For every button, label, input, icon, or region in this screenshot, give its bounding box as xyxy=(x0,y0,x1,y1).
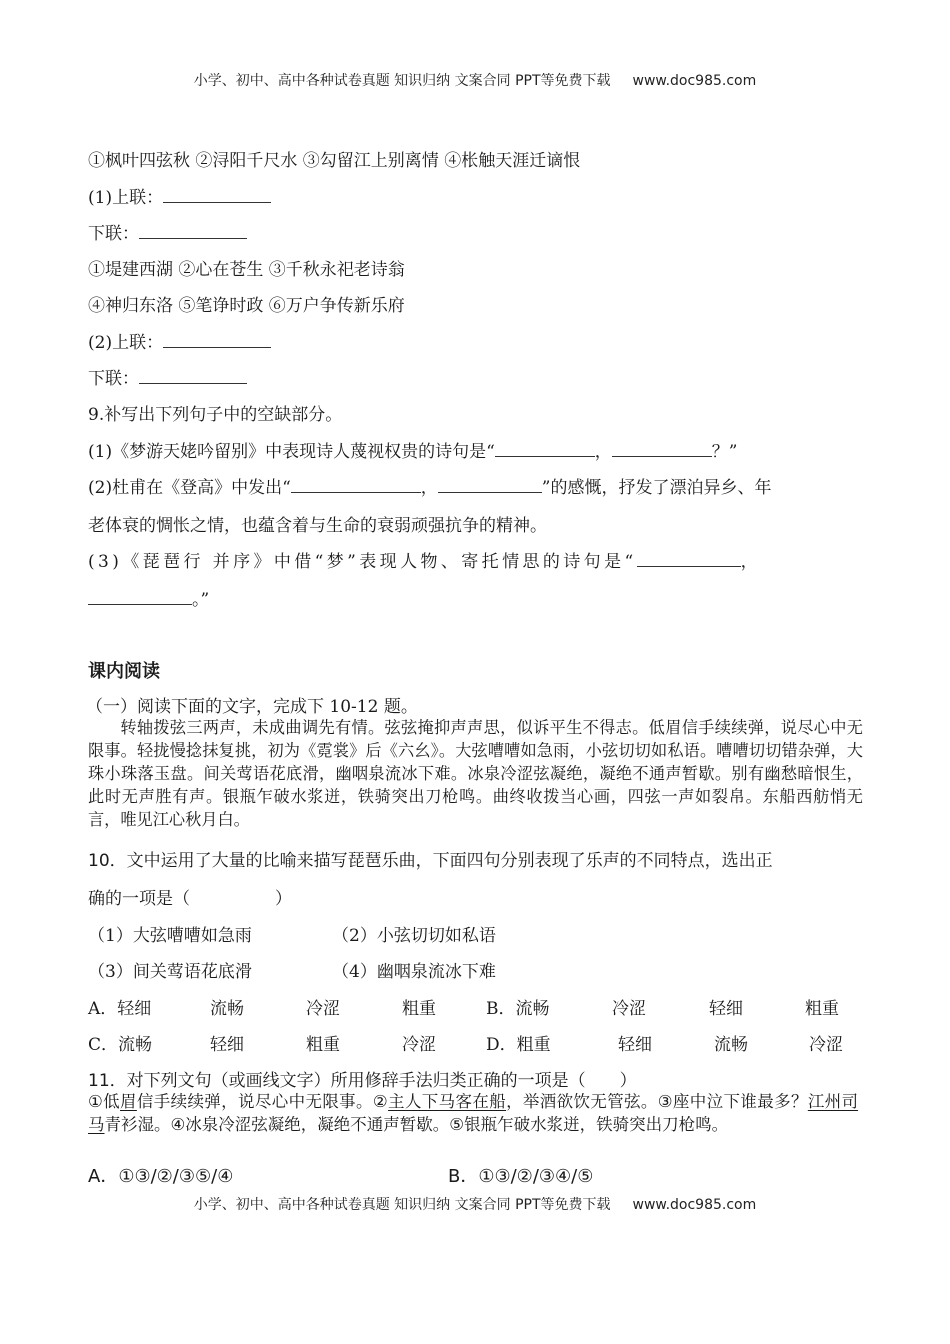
choice-c-label[interactable]: C．流畅 xyxy=(88,1035,153,1055)
q8-options-b2: ④神归东洛 ⑤笔诤时政 ⑥万户争传新乐府 xyxy=(88,296,405,316)
header-site: www.doc985.com xyxy=(632,73,757,89)
footer-text: 小学、初中、高中各种试卷真题 知识归纳 文案合同 PPT等免费下载 xyxy=(193,1197,611,1213)
page-footer xyxy=(0,1194,950,1214)
q10-item: （2）小弦切切如私语 xyxy=(332,926,496,946)
q11-text: 信手续续弹，说尽心中无限事。② xyxy=(136,1092,389,1111)
q11-text: ①低 xyxy=(88,1092,121,1111)
q11-underlined: 江州司马 xyxy=(88,1092,859,1134)
q9-s2-end: ”的感慨，抒发了漂泊异乡、年 xyxy=(541,478,772,498)
choice-b-w4: 粗重 xyxy=(805,999,839,1019)
q8-p2-lower xyxy=(88,364,868,389)
q10-item: （4）幽咽泉流冰下难 xyxy=(332,962,496,982)
q11-title: 11．对下列文句（或画线文字）所用修辞手法归类正确的一项是（ ） xyxy=(88,1071,637,1091)
q9-s3 xyxy=(88,547,868,572)
q9-s3-end: 。” xyxy=(192,590,210,610)
q8-p1-upper xyxy=(88,183,868,208)
q8-options-a: ①枫叶四弦秋 ②浔阳千尺水 ③勾留江上别离情 ④枨触天涯迁谪恨 xyxy=(88,151,581,171)
choice-a-w3: 冷涩 xyxy=(306,999,340,1019)
q9-s2-comma: ， xyxy=(420,478,438,498)
choice-b-label[interactable]: B．流畅 xyxy=(486,999,550,1019)
q8-p2-upper xyxy=(88,328,868,353)
answer-blank[interactable] xyxy=(291,475,421,493)
answer-blank[interactable] xyxy=(139,221,247,239)
answer-blank[interactable] xyxy=(495,439,595,457)
q10-line1: 10．文中运用了大量的比喻来描写琵琶乐曲，下面四句分别表现了乐声的不同特点，选出正 xyxy=(88,851,773,871)
answer-blank[interactable] xyxy=(163,330,271,348)
choice-a-label[interactable]: A．轻细 xyxy=(88,999,152,1019)
q8-p1-lower-label: 下联： xyxy=(88,224,139,244)
q9-title: 9.补写出下列句子中的空缺部分。 xyxy=(88,405,343,425)
q10-line2: 确的一项是（ ） xyxy=(88,889,292,909)
choice-c-w2: 轻细 xyxy=(210,1035,244,1055)
q8-p1-lower xyxy=(88,219,868,244)
choice-a-w2: 流畅 xyxy=(210,999,244,1019)
choice-d-w2: 轻细 xyxy=(618,1035,652,1055)
answer-blank[interactable] xyxy=(612,439,712,457)
q9-s1-comma: ， xyxy=(594,442,612,462)
reading-passage xyxy=(88,716,863,831)
q10-item: （3）间关莺语花底滑 xyxy=(88,962,252,982)
choice-b-w2: 冷涩 xyxy=(612,999,646,1019)
choice-d-w4: 冷涩 xyxy=(809,1035,843,1055)
q9-s2-text: (2)杜甫在《登高》中发出“ xyxy=(88,478,291,498)
q11-text: 最多？ xyxy=(757,1092,808,1111)
q8-p2-upper-label: (2)上联： xyxy=(88,333,164,353)
q11-option-b[interactable]: B．①③/②/③④/⑤ xyxy=(448,1166,594,1187)
q8-options-b1: ①堤建西湖 ②心在苍生 ③千秋永祀老诗翁 xyxy=(88,260,405,280)
section-heading: 课内阅读 xyxy=(88,661,160,682)
choice-b-w3: 轻细 xyxy=(709,999,743,1019)
answer-blank[interactable] xyxy=(88,587,192,605)
q11-text: ，举酒欲饮无管弦。③座中泣下谁 xyxy=(506,1092,758,1111)
choice-a-w4: 粗重 xyxy=(402,999,436,1019)
q11-sentences xyxy=(88,1090,858,1136)
choice-d-label[interactable]: D．粗重 xyxy=(486,1035,551,1055)
q9-s3-line2 xyxy=(88,585,868,610)
q11-text: 出刀枪鸣。 xyxy=(645,1115,729,1134)
q9-s2 xyxy=(88,473,868,498)
section-intro: （一）阅读下面的文字，完成下 10-12 题。 xyxy=(86,697,418,717)
footer-site: www.doc985.com xyxy=(632,1197,757,1213)
q9-s1 xyxy=(88,437,868,462)
q9-s3-comma: ， xyxy=(740,552,761,572)
choice-c-w4: 冷涩 xyxy=(402,1035,436,1055)
answer-blank[interactable] xyxy=(139,366,247,384)
header-text: 小学、初中、高中各种试卷真题 知识归纳 文案合同 PPT等免费下载 xyxy=(193,73,611,89)
choice-d-w3: 流畅 xyxy=(714,1035,748,1055)
answer-blank[interactable] xyxy=(637,549,741,567)
q11-underlined: 主人下马客在船 xyxy=(388,1092,507,1111)
q11-text: 青衫湿。④冰泉冷涩弦凝绝，凝绝不通声暂歇。⑤银瓶乍破水浆迸，铁骑突 xyxy=(104,1115,646,1134)
page-header xyxy=(0,70,950,90)
q11-underlined: 眉 xyxy=(120,1092,137,1111)
answer-blank[interactable] xyxy=(163,185,271,203)
q10-item: （1）大弦嘈嘈如急雨 xyxy=(88,926,252,946)
q9-s3-text: (3)《琵琶行 并序》中借“梦”表现人物、寄托情思的诗句是“ xyxy=(88,552,637,572)
passage-text: 转轴拨弦三两声，未成曲调先有情。弦弦掩抑声声思，似诉平生不得志。低眉信手续续弹，说尽心中无限事。轻拢慢捻抹复挑，初为《霓裳》后《六幺》。大弦嘈嘈如急雨，小弦切切如私语。嘈嘈切切错杂弹，大珠小珠落玉盘。间关莺语花底滑，幽咽泉流冰下难。冰泉冷涩弦凝绝，凝绝不通声暂歇。别有幽愁暗恨生，此时无声胜有声。银瓶乍破水浆迸，铁骑突出刀枪鸣。曲终收拨当心画，四弦一声如裂帛。东船西舫悄无言，唯见江心秋月白。 xyxy=(88,718,863,829)
q9-s1-end: ？” xyxy=(711,442,738,462)
q9-s2-line2: 老体衰的惆怅之情，也蕴含着与生命的衰弱顽强抗争的精神。 xyxy=(88,516,547,536)
q9-s1-text: (1)《梦游天姥吟留别》中表现诗人蔑视权贵的诗句是“ xyxy=(88,442,495,462)
answer-blank[interactable] xyxy=(438,475,542,493)
q8-p2-lower-label: 下联： xyxy=(88,369,139,389)
q11-option-a[interactable]: A．①③/②/③⑤/④ xyxy=(88,1166,234,1187)
choice-c-w3: 粗重 xyxy=(306,1035,340,1055)
q8-p1-upper-label: (1)上联： xyxy=(88,188,164,208)
